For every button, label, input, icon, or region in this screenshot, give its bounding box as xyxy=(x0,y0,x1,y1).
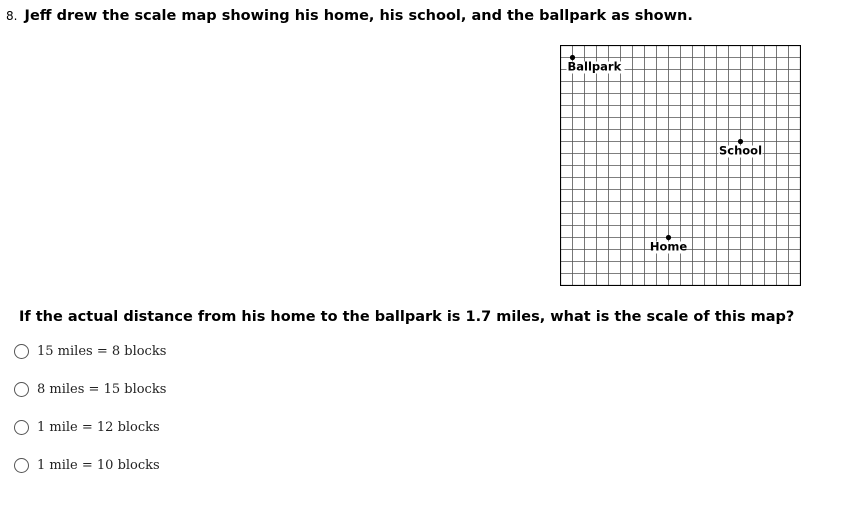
question-prompt: If the actual distance from his home to the ballpark is 1.7 miles, what is the scale of this map? xyxy=(19,309,795,325)
scale-map xyxy=(560,45,801,286)
radio-button[interactable] xyxy=(14,458,29,473)
radio-button[interactable] xyxy=(14,344,29,359)
answer-choice-3[interactable] xyxy=(14,417,166,437)
answer-choice-label: 1 mile = 10 blocks xyxy=(37,457,160,473)
home-label: Home xyxy=(649,239,688,254)
answer-choices xyxy=(14,341,166,493)
answer-choice-1[interactable] xyxy=(14,341,166,361)
ballpark-label: Ballpark xyxy=(567,59,622,74)
question-number: 8. xyxy=(6,9,18,23)
question-title: Jeff drew the scale map showing his home, his school, and the ballpark as shown. xyxy=(24,8,693,24)
school-label: School xyxy=(718,143,763,158)
radio-button[interactable] xyxy=(14,382,29,397)
answer-choice-label: 15 miles = 8 blocks xyxy=(37,343,167,359)
answer-choice-label: 1 mile = 12 blocks xyxy=(37,419,160,435)
answer-choice-2[interactable] xyxy=(14,379,166,399)
radio-button[interactable] xyxy=(14,420,29,435)
answer-choice-4[interactable] xyxy=(14,455,166,475)
question-header xyxy=(6,5,693,24)
scale-map-grid xyxy=(560,45,801,286)
answer-choice-label: 8 miles = 15 blocks xyxy=(37,381,167,397)
